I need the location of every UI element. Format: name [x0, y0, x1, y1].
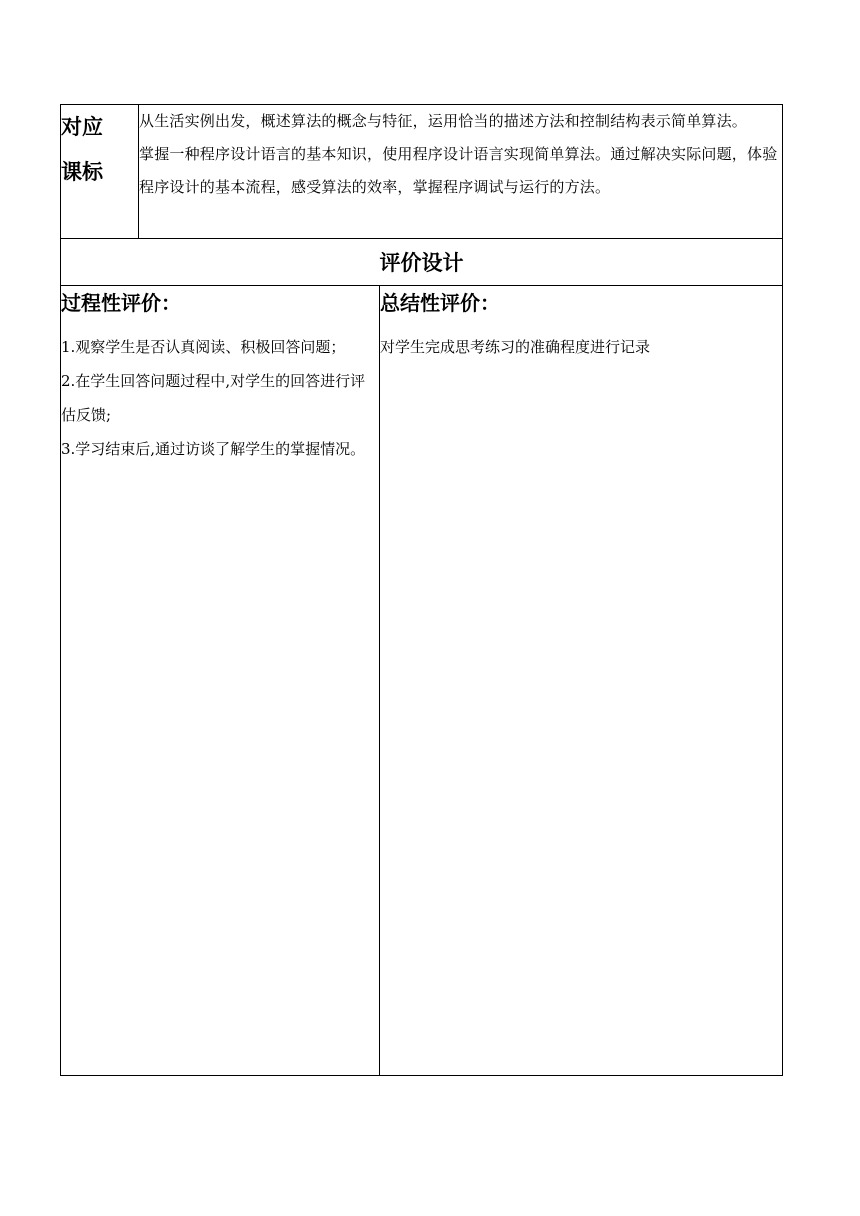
summary-evaluation-text: 对学生完成思考练习的准确程度进行记录: [380, 338, 651, 356]
evaluation-content-row: [61, 286, 783, 1076]
evaluation-title: 评价设计: [61, 239, 783, 286]
summary-evaluation-cell: [380, 286, 783, 1076]
process-evaluation-cell: [61, 286, 380, 1076]
standards-paragraph: 掌握一种程序设计语言的基本知识，使用程序设计语言实现简单算法。通过解决实际问题，体验程序设计的基本流程，感受算法的效率，掌握程序调试与运行的方法。: [139, 145, 778, 196]
standards-row: [61, 105, 783, 239]
evaluation-title-row: [61, 239, 783, 286]
list-item: 3.学习结束后,通过访谈了解学生的掌握情况。: [61, 440, 366, 458]
summary-evaluation-heading: 总结性评价：: [380, 291, 500, 315]
process-evaluation-heading: 过程性评价：: [61, 291, 181, 315]
standards-label-line2: 课标: [61, 160, 103, 184]
standards-label: [61, 105, 139, 239]
process-evaluation-list: [61, 330, 379, 466]
list-item: 2.在学生回答问题过程中,对学生的回答进行评估反馈;: [61, 372, 366, 424]
list-item: 1.观察学生是否认真阅读、积极回答问题；: [61, 338, 346, 356]
standards-content: [139, 105, 783, 239]
lesson-plan-table: [60, 104, 783, 1076]
standards-paragraph: 从生活实例出发，概述算法的概念与特征，运用恰当的描述方法和控制结构表示简单算法。: [139, 112, 748, 130]
standards-label-line1: 对应: [61, 115, 103, 139]
